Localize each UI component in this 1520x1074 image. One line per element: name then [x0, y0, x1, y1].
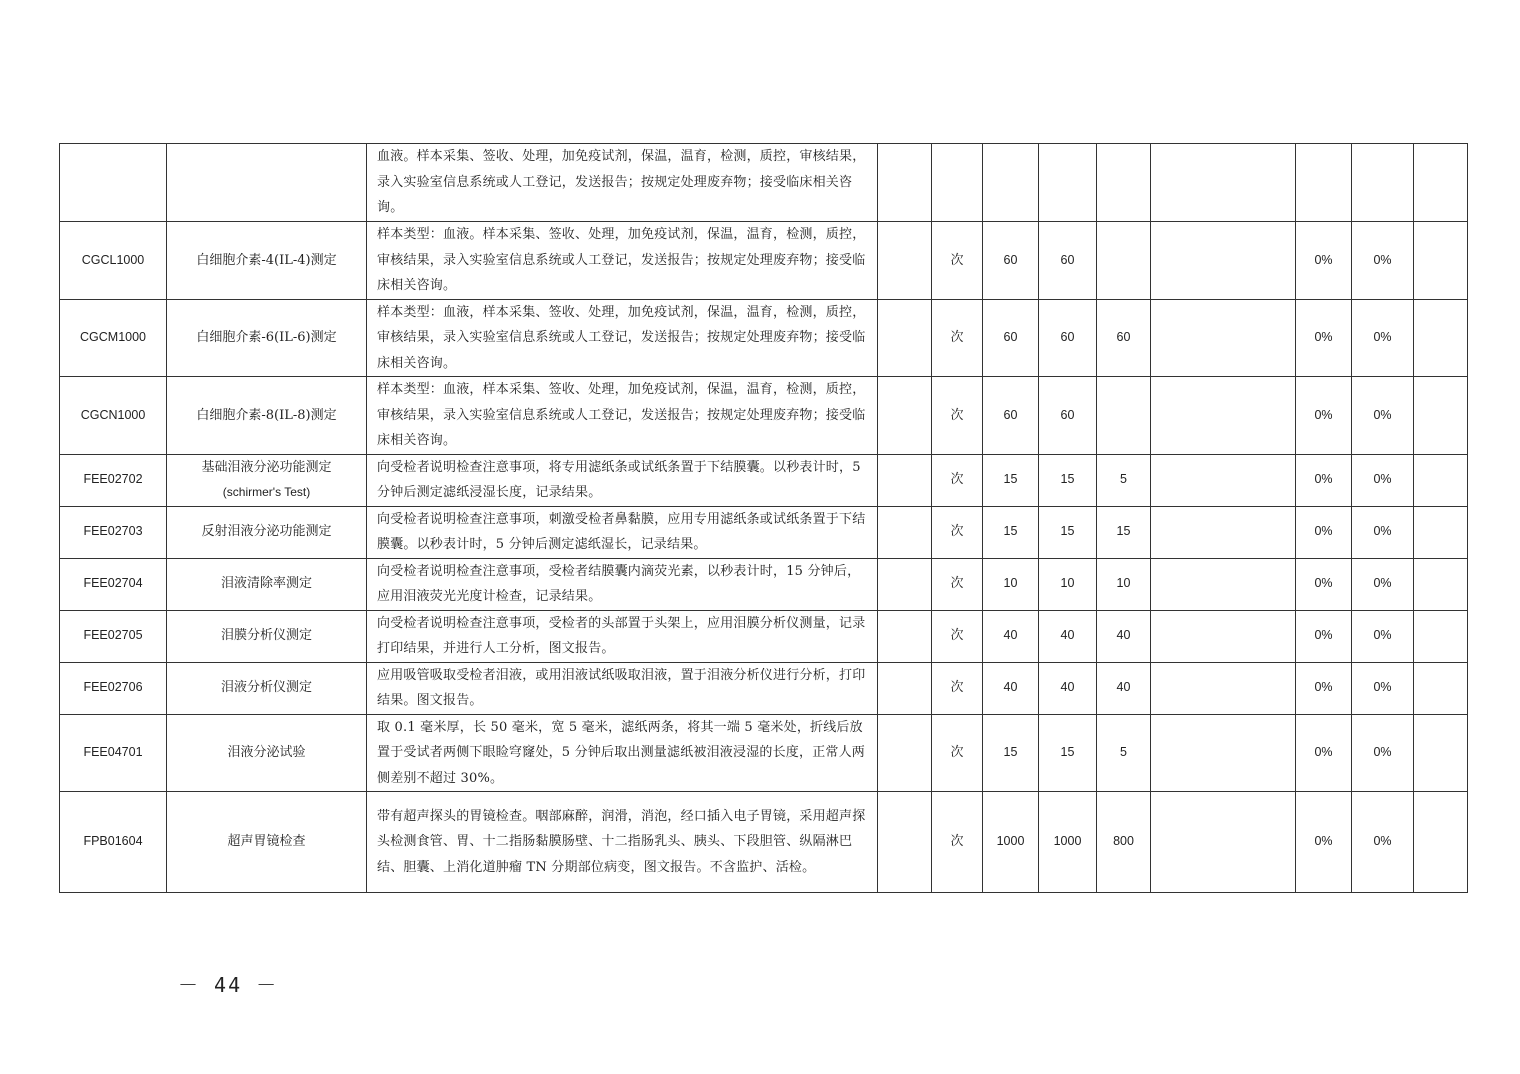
extra-cell [1414, 377, 1468, 455]
unit-cell: 次 [932, 610, 983, 662]
unit-cell: 次 [932, 222, 983, 300]
exclusion-cell [878, 662, 932, 714]
price-level-2-cell: 15 [1039, 454, 1097, 506]
ratio-2-cell [1352, 144, 1414, 222]
item-name-text: 反射泪液分泌功能测定 [201, 524, 332, 540]
unit-cell: 次 [932, 714, 983, 792]
item-description-cell: 取 0.1 毫米厚，长 50 毫米，宽 5 毫米，滤纸两条，将其一端 5 毫米处，折线后放置于受试者两侧下眼睑穹窿处，5 分钟后取出测量滤纸被泪液浸湿的长度，正常人两侧差别不超过 30%。 [367, 714, 878, 792]
item-name-cell [167, 792, 367, 893]
item-name-subtitle: (schirmer's Test) [222, 485, 311, 499]
price-level-2-cell: 60 [1039, 377, 1097, 455]
extra-cell [1414, 299, 1468, 377]
price-level-2-cell: 10 [1039, 558, 1097, 610]
ratio-2-cell: 0% [1352, 662, 1414, 714]
price-level-1-cell: 40 [983, 610, 1039, 662]
item-name-cell [167, 714, 367, 792]
exclusion-cell [878, 792, 932, 893]
item-description-cell: 向受检者说明检查注意事项，将专用滤纸条或试纸条置于下结膜囊。以秒表计时，5 分钟后测定滤纸浸湿长度，记录结果。 [367, 454, 878, 506]
note-cell [1151, 222, 1296, 300]
ratio-1-cell: 0% [1296, 222, 1352, 300]
price-level-3-cell: 60 [1097, 299, 1151, 377]
price-level-3-cell: 15 [1097, 506, 1151, 558]
note-cell [1151, 377, 1296, 455]
table-row [60, 299, 1468, 377]
price-level-3-cell: 40 [1097, 610, 1151, 662]
price-level-1-cell: 10 [983, 558, 1039, 610]
note-cell [1151, 299, 1296, 377]
item-code-cell: FPB01604 [60, 792, 167, 893]
note-cell [1151, 144, 1296, 222]
item-name-text: 基础泪液分泌功能测定 [201, 459, 332, 475]
ratio-2-cell: 0% [1352, 299, 1414, 377]
exclusion-cell [878, 714, 932, 792]
note-cell [1151, 454, 1296, 506]
ratio-1-cell: 0% [1296, 454, 1352, 506]
extra-cell [1414, 714, 1468, 792]
ratio-2-cell: 0% [1352, 792, 1414, 893]
table-row [60, 144, 1468, 222]
ratio-1-cell: 0% [1296, 506, 1352, 558]
unit-cell: 次 [932, 506, 983, 558]
item-name-text: 泪膜分析仪测定 [220, 628, 312, 644]
extra-cell [1414, 144, 1468, 222]
note-cell [1151, 792, 1296, 893]
price-level-2-cell: 40 [1039, 662, 1097, 714]
ratio-1-cell: 0% [1296, 558, 1352, 610]
ratio-1-cell: 0% [1296, 610, 1352, 662]
item-code-cell: FEE02703 [60, 506, 167, 558]
price-level-1-cell: 60 [983, 222, 1039, 300]
item-name-cell [167, 222, 367, 300]
price-level-2-cell: 15 [1039, 714, 1097, 792]
ratio-2-cell: 0% [1352, 454, 1414, 506]
price-level-2-cell: 1000 [1039, 792, 1097, 893]
price-level-1-cell: 60 [983, 377, 1039, 455]
extra-cell [1414, 792, 1468, 893]
ratio-1-cell: 0% [1296, 299, 1352, 377]
price-level-1-cell: 15 [983, 714, 1039, 792]
extra-cell [1414, 454, 1468, 506]
item-name-cell [167, 144, 367, 222]
item-code-cell: CGCN1000 [60, 377, 167, 455]
table-row [60, 714, 1468, 792]
item-description-cell: 样本类型：血液。样本采集、签收、处理，加免疫试剂，保温，温育，检测，质控，审核结果，录入实验室信息系统或人工登记，发送报告；按规定处理废弃物；接受临床相关咨询。 [367, 222, 878, 300]
exclusion-cell [878, 377, 932, 455]
price-level-3-cell: 40 [1097, 662, 1151, 714]
note-cell [1151, 506, 1296, 558]
price-level-1-cell: 15 [983, 506, 1039, 558]
price-level-1-cell: 40 [983, 662, 1039, 714]
price-level-1-cell: 1000 [983, 792, 1039, 893]
ratio-2-cell: 0% [1352, 610, 1414, 662]
item-name-text: 白细胞介素-4(IL-4)测定 [196, 252, 337, 268]
item-name-cell [167, 610, 367, 662]
item-code-cell: FEE02704 [60, 558, 167, 610]
item-name-text: 泪液分析仪测定 [220, 680, 312, 696]
ratio-2-cell: 0% [1352, 714, 1414, 792]
ratio-1-cell: 0% [1296, 662, 1352, 714]
item-code-cell: FEE04701 [60, 714, 167, 792]
item-name-cell [167, 506, 367, 558]
price-level-3-cell: 5 [1097, 454, 1151, 506]
note-cell [1151, 558, 1296, 610]
item-description-cell: 向受检者说明检查注意事项，受检者结膜囊内滴荧光素，以秒表计时，15 分钟后，应用泪液荧光光度计检查，记录结果。 [367, 558, 878, 610]
exclusion-cell [878, 299, 932, 377]
unit-cell: 次 [932, 454, 983, 506]
item-name-text: 泪液分泌试验 [227, 745, 306, 760]
note-cell [1151, 714, 1296, 792]
unit-cell: 次 [932, 792, 983, 893]
item-description-cell: 带有超声探头的胃镜检查。咽部麻醉，润滑，消泡，经口插入电子胃镜，采用超声探头检测食管、胃、十二指肠黏膜肠壁、十二指肠乳头、胰头、下段胆管、纵隔淋巴结、胆囊、上消化道肿瘤 TN 分期部位病变，图文报告。不含监护、活检。 [367, 792, 878, 893]
table-row [60, 662, 1468, 714]
price-level-3-cell: 5 [1097, 714, 1151, 792]
table-row [60, 558, 1468, 610]
item-name-text: 泪液清除率测定 [220, 576, 312, 592]
item-description-cell: 血液。样本采集、签收、处理，加免疫试剂，保温，温育，检测，质控，审核结果，录入实验室信息系统或人工登记，发送报告；按规定处理废弃物；接受临床相关咨询。 [367, 144, 878, 222]
table-row [60, 377, 1468, 455]
item-code-cell: CGCL1000 [60, 222, 167, 300]
ratio-2-cell: 0% [1352, 222, 1414, 300]
price-level-1-cell [983, 144, 1039, 222]
unit-cell: 次 [932, 558, 983, 610]
table-body [60, 144, 1468, 893]
table-row [60, 506, 1468, 558]
item-name-cell [167, 299, 367, 377]
item-name-text: 超声胃镜检查 [227, 834, 306, 850]
item-description-cell: 应用吸管吸取受检者泪液，或用泪液试纸吸取泪液，置于泪液分析仪进行分析，打印结果。图文报告。 [367, 662, 878, 714]
exclusion-cell [878, 558, 932, 610]
item-code-cell: FEE02706 [60, 662, 167, 714]
item-code-cell: FEE02702 [60, 454, 167, 506]
item-name-cell [167, 558, 367, 610]
item-name-cell [167, 454, 367, 506]
ratio-1-cell: 0% [1296, 714, 1352, 792]
exclusion-cell [878, 222, 932, 300]
item-description-cell: 向受检者说明检查注意事项，受检者的头部置于头架上，应用泪膜分析仪测量，记录打印结果，并进行人工分析，图文报告。 [367, 610, 878, 662]
exclusion-cell [878, 610, 932, 662]
ratio-2-cell: 0% [1352, 558, 1414, 610]
price-level-3-cell [1097, 144, 1151, 222]
price-level-3-cell [1097, 222, 1151, 300]
item-code-cell: FEE02705 [60, 610, 167, 662]
item-name-text: 白细胞介素-6(IL-6)测定 [196, 330, 337, 345]
price-level-2-cell: 40 [1039, 610, 1097, 662]
ratio-2-cell: 0% [1352, 377, 1414, 455]
table-row [60, 610, 1468, 662]
page-number: － 44 － [178, 973, 279, 997]
ratio-1-cell: 0% [1296, 377, 1352, 455]
exclusion-cell [878, 144, 932, 222]
unit-cell [932, 144, 983, 222]
extra-cell [1414, 506, 1468, 558]
item-name-cell [167, 662, 367, 714]
exclusion-cell [878, 506, 932, 558]
extra-cell [1414, 222, 1468, 300]
table-row [60, 792, 1468, 893]
price-level-2-cell [1039, 144, 1097, 222]
item-description-cell: 样本类型：血液，样本采集、签收、处理，加免疫试剂，保温，温育，检测，质控，审核结果，录入实验室信息系统或人工登记，发送报告；按规定处理废弃物；接受临床相关咨询。 [367, 377, 878, 455]
price-level-1-cell: 15 [983, 454, 1039, 506]
item-code-cell [60, 144, 167, 222]
extra-cell [1414, 610, 1468, 662]
price-level-2-cell: 60 [1039, 299, 1097, 377]
ratio-1-cell [1296, 144, 1352, 222]
fee-table [59, 143, 1468, 893]
price-level-2-cell: 60 [1039, 222, 1097, 300]
item-name-cell [167, 377, 367, 455]
ratio-2-cell: 0% [1352, 506, 1414, 558]
note-cell [1151, 662, 1296, 714]
price-level-3-cell [1097, 377, 1151, 455]
exclusion-cell [878, 454, 932, 506]
price-level-1-cell: 60 [983, 299, 1039, 377]
item-description-cell: 样本类型：血液，样本采集、签收、处理，加免疫试剂，保温，温育，检测，质控，审核结果，录入实验室信息系统或人工登记，发送报告；按规定处理废弃物；接受临床相关咨询。 [367, 299, 878, 377]
extra-cell [1414, 558, 1468, 610]
unit-cell: 次 [932, 377, 983, 455]
table-row [60, 222, 1468, 300]
unit-cell: 次 [932, 662, 983, 714]
ratio-1-cell: 0% [1296, 792, 1352, 893]
note-cell [1151, 610, 1296, 662]
item-description-cell: 向受检者说明检查注意事项，刺激受检者鼻黏膜，应用专用滤纸条或试纸条置于下结膜囊。以秒表计时，5 分钟后测定滤纸湿长，记录结果。 [367, 506, 878, 558]
extra-cell [1414, 662, 1468, 714]
price-level-2-cell: 15 [1039, 506, 1097, 558]
item-code-cell: CGCM1000 [60, 299, 167, 377]
unit-cell: 次 [932, 299, 983, 377]
table-row [60, 454, 1468, 506]
price-level-3-cell: 800 [1097, 792, 1151, 893]
price-level-3-cell: 10 [1097, 558, 1151, 610]
item-name-text: 白细胞介素-8(IL-8)测定 [196, 407, 337, 423]
